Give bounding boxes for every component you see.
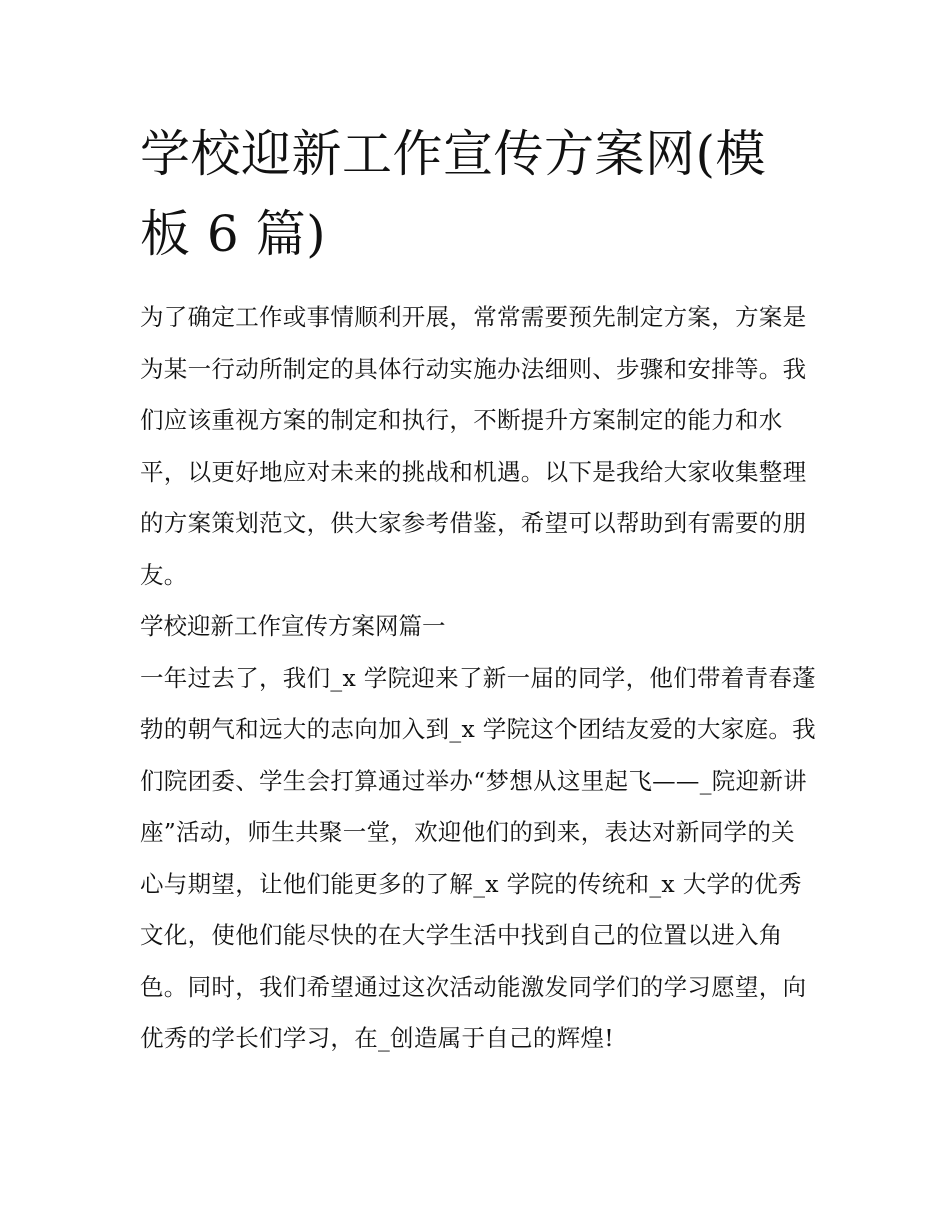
intro-paragraph: 为了确定工作或事情顺利开展，常常需要预先制定方案，方案是为某一行动所制定的具体行动实施办法细则、步骤和安排等。我们应该重视方案的制定和执行，不断提升方案制定的能力和水平，以更好地应对未来的挑战和机遇。以下是我给大家收集整理的方案策划范文，供大家参考借鉴，希望可以帮助到有需要的朋友。: [140, 303, 807, 589]
section-body: 一年过去了，我们_x 学院迎来了新一届的同学，他们带着青春蓬勃的朝气和远大的志向加入到_x 学院这个团结友爱的大家庭。我们院团委、学生会打算通过举办“梦想从这里起飞——_院迎新讲座”活动，师生共聚一堂，欢迎他们的到来，表达对新同学的关心与期望，让他们能更多的了解_x 学院的传统和_x 大学的优秀文化，使他们能尽快的在大学生活中找到自己的位置以进入角色。同时，我们希望通过这次活动能激发同学们的学习愿望，向优秀的学长们学习，在_创造属于自己的辉煌!: [140, 663, 816, 1052]
document-content: [140, 114, 816, 1065]
document-title: 学校迎新工作宣传方案网(模板 6 篇): [140, 125, 767, 263]
section-heading: 学校迎新工作宣传方案网篇一: [140, 612, 446, 640]
